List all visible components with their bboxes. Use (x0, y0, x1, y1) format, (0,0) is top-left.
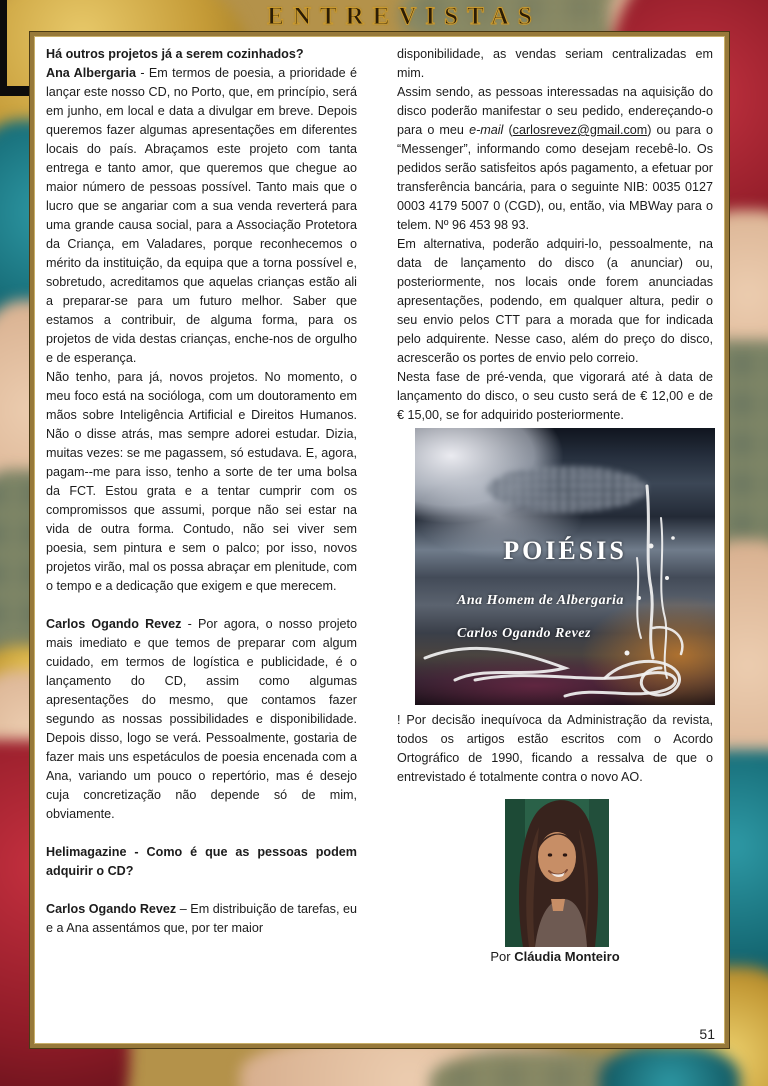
left-column (46, 45, 357, 1035)
cd-author-2: Carlos Ogando Revez (457, 626, 591, 641)
cd-cover-image (415, 428, 715, 705)
speaker-name: Ana Albergaria (46, 66, 136, 80)
author-photo (505, 799, 609, 947)
answer-paragraph: Assim sendo, as pessoas interessadas na aquisição do disco poderão manifestar o seu pedido, endereçando-o para o meu e-mail (carlosrevez@gmail.com) ou para o “Messenger”, informando como desejam recebê-lo. Os pedidos serão satisfeitos após pagamento, a efetuar por transferência bancária, para o seguinte NIB: 0035 0127 0003 4179 5007 0 (CGD), ou, então, via MBWay para o telem. Nº 96 453 98 93. (397, 85, 713, 232)
interview-question: Há outros projetos já a serem cozinhados? (46, 47, 304, 61)
cd-paint-splatter (415, 428, 715, 705)
section-title: ENTREVISTAS (267, 3, 541, 30)
answer-paragraph: Carlos Ogando Revez - Por agora, o nosso projeto mais imediato e que temos de preparar com algum cuidado, em termos de logística e publicidade, é o lançamento do CD, assim como algumas apresentações do mesmo, que contamos fazer segundo as nossas possibilidades e disponibilidade. Depois disso, logo se verá. Pessoalmente, gostaria de fazer mais uns espetáculos de poesia encenada com a Ana, variando um pouco o repertório, mas é desejo cuja concretização não depende só de mim, obviamente. (46, 617, 357, 821)
answer-paragraph: Não tenho, para já, novos projetos. No momento, o meu foco está na socióloga, com um doutoramento em mãos sobre Inteligência Artificial e Direitos Humanos. Não o disse atrás, mas sempre adorei estudar. Dizia, muitas vezes: se me pagassem, só estudava. E, agora, pagam--me para isso, tenho a sorte de ter uma bolsa da FCT. Estou grata e a tentar cumprir com os compromissos que assumi, porque não sei estar na vida de outra forma. Contudo, não sei viver sem poesia, sem pintura e sem o palco; por isso, novos projetos virão, mal os possa abraçar em plenitude, com o tempo e a dedicação que exigem e que merecem. (46, 370, 357, 593)
byline: Por Cláudia Monteiro (490, 949, 620, 964)
answer-paragraph: Carlos Ogando Revez – Em distribuição de tarefas, eu e a Ana assentámos que, por ter maior (46, 902, 358, 935)
answer-paragraph: Nesta fase de pré-venda, que vigorará até à data de lançamento do disco, o seu custo será de € 12,00 e de € 15,00, se for adquirido posteriormente. (397, 370, 713, 422)
answer-paragraph: Ana Albergaria - Em termos de poesia, a prioridade é lançar este nosso CD, no Porto, que, em princípio, será em junho, em local e data a divulgar em breve. Depois queremos fazer algumas apresentações em diferentes locais do país. Abraçamos este projeto com tanta entrega e tanto amor, que queremos que chegue ao maior número de pessoas possível. Tanto mais que o lucro que se angariar com a sua venda reverterá para uma grande causa social, para a Associação Protetora da Criança, em Valadares, porque reconhecemos o mérito da instituição, da equipa que a torna possível e, sobretudo, acreditamos que aquelas crianças estão ali a preparar-se para um futuro melhor. Saber que estamos a contribuir, de alguma forma, para os projetos de vida destas crianças, enche-nos de orgulho e de esperança. (46, 66, 357, 365)
cd-title: POIÉSIS (503, 536, 627, 565)
page-number: 51 (699, 1026, 715, 1042)
speaker-name: Carlos Ogando Revez (46, 902, 177, 916)
article-page (30, 32, 729, 1048)
byline-author: Cláudia Monteiro (514, 949, 620, 964)
answer-paragraph: Em alternativa, poderão adquiri-lo, pessoalmente, na data de lançamento do disco (a anunciar) ou, posteriormente, nos locais onde forem anunciadas apresentações, podendo, em qualquer altura, pedir o seu envio pelos CTT para a morada que for indicada pelo adquirente. Nesse caso, além do preço do disco, acrescerão os portes de envio pelo correio. (397, 237, 713, 365)
email-link[interactable]: carlosrevez@gmail.com (512, 123, 648, 137)
right-column (397, 45, 713, 1035)
interview-question: Helimagazine - Como é que as pessoas podem adquirir o CD? (46, 845, 357, 878)
editorial-note: ! Por decisão inequívoca da Administração da revista, todos os artigos estão escritos com o Acordo Ortográfico de 1990, ficando a ressalva de que o entrevistado é totalmente contra o novo AO. (397, 713, 713, 784)
cd-author-1: Ana Homem de Albergaria (457, 593, 624, 608)
answer-paragraph: disponibilidade, as vendas seriam centralizadas em mim. (397, 47, 713, 80)
speaker-name: Carlos Ogando Revez (46, 617, 182, 631)
email-word: e-mail (469, 123, 504, 137)
